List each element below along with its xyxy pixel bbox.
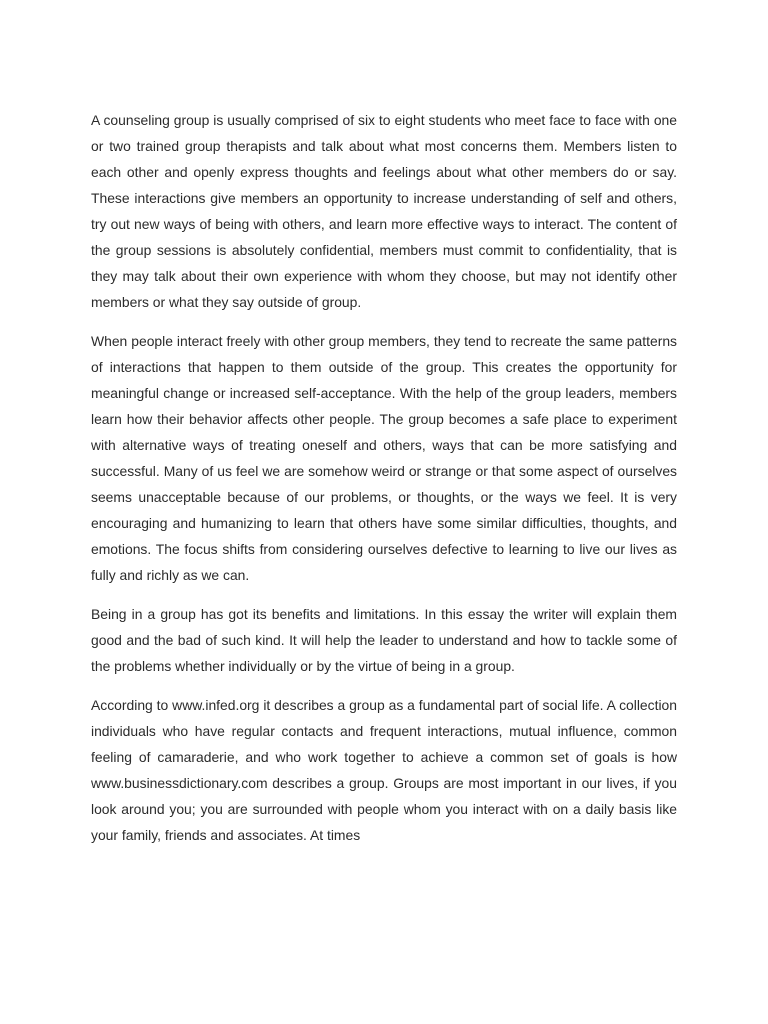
paragraph-group-definition: According to www.infed.org it describes a group as a fundamental part of social life. A collection individuals who have regular contacts and frequent interactions, mutual influence, common feeling of camaraderie, and who work together to achieve a common set of goals is how www.businessdictionary.com describes a group. Groups are most important in our lives, if you look around you; you are surrounded with people whom you interact with on a daily basis like your family, friends and associates. At times xyxy=(91,697,677,843)
paragraph-counseling-group: A counseling group is usually comprised of six to eight students who meet face to face with one or two trained group therapists and talk about what most concerns them. Members listen to each other and openly express thoughts and feelings about what other members do or say. These interactions give members an opportunity to increase understanding of self and others, try out new ways of being with others, and learn more effective ways to interact. The content of the group sessions is absolutely confidential, members must commit to confidentiality, that is they may talk about their own experience with whom they choose, but may not identify other members or what they say outside of group. xyxy=(91,112,677,310)
document-body xyxy=(91,107,677,848)
paragraph-group-interaction: When people interact freely with other group members, they tend to recreate the same patterns of interactions that happen to them outside of the group. This creates the opportunity for meaningful change or increased self-acceptance. With the help of the group leaders, members learn how their behavior affects other people. The group becomes a safe place to experiment with alternative ways of treating oneself and others, ways that can be more satisfying and successful. Many of us feel we are somehow weird or strange or that some aspect of ourselves seems unacceptable because of our problems, or thoughts, or the ways we feel. It is very encouraging and humanizing to learn that others have some similar difficulties, thoughts, and emotions. The focus shifts from considering ourselves defective to learning to live our lives as fully and richly as we can. xyxy=(91,333,677,583)
paragraph-benefits-limitations: Being in a group has got its benefits and limitations. In this essay the writer will explain them good and the bad of such kind. It will help the leader to understand and how to tackle some of the problems whether individually or by the virtue of being in a group. xyxy=(91,606,677,674)
